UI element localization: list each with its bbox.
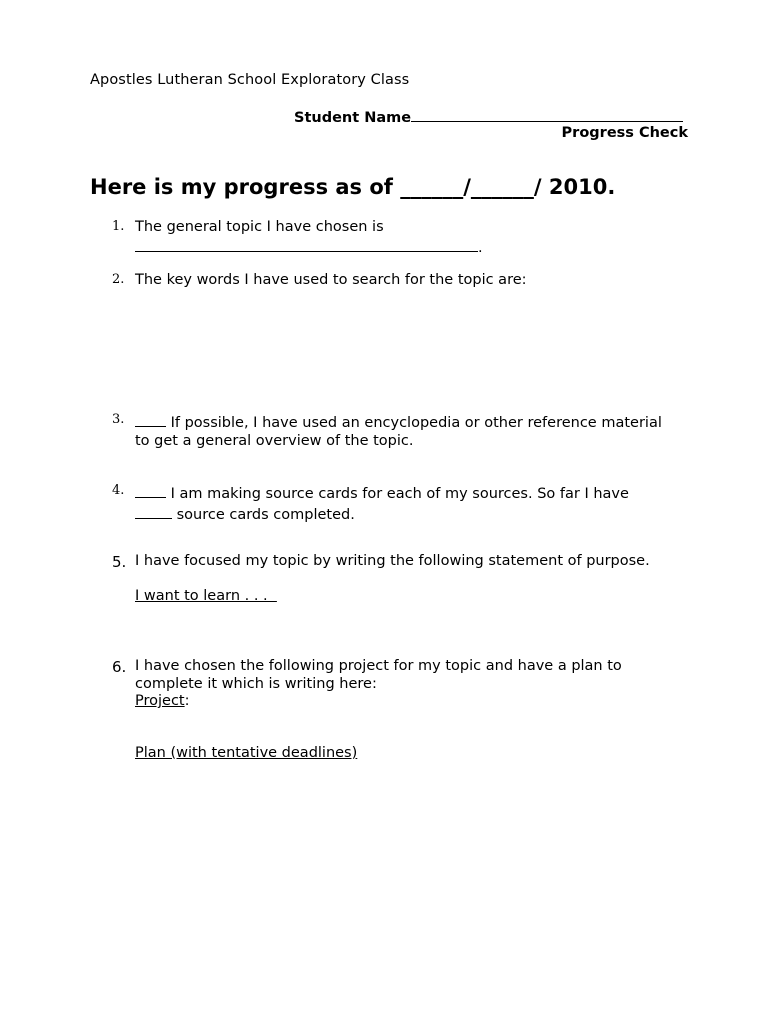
- item-text: The key words I have used to search for the topic are:: [135, 272, 527, 288]
- topic-blank: [135, 237, 478, 252]
- plan-label: Plan (with tentative deadlines): [135, 745, 358, 761]
- student-name-row: [294, 107, 688, 126]
- item-text: [135, 483, 695, 524]
- student-name-label: Student Name: [294, 110, 412, 126]
- project-colon: :: [184, 693, 190, 709]
- item-4-line2: source cards completed.: [172, 506, 355, 523]
- item-text: I have focused my topic by writing the following statement of purpose.: [135, 553, 650, 569]
- checkbox-blank: [135, 412, 166, 427]
- item-text: I have chosen the following project for my topic and have a plan to complete it which is writing here:: [135, 658, 622, 692]
- item-4-line1: I am making source cards for each of my sources. So far I have: [166, 486, 629, 502]
- item-number: 6.: [112, 658, 127, 676]
- item-text: [135, 412, 695, 450]
- item-3-line2: to get a general overview of the topic.: [135, 432, 414, 449]
- item-number: 1.: [112, 219, 125, 234]
- progress-heading: Here is my progress as of ______/______/ 2010.: [90, 175, 616, 199]
- project-label: Project: [135, 693, 185, 709]
- item-number: 4.: [112, 483, 125, 498]
- checkbox-blank: [135, 483, 166, 498]
- item-number: 2.: [112, 272, 125, 287]
- progress-check-label: Progress Check: [561, 125, 688, 141]
- item-3-line1: If possible, I have used an encyclopedia or other reference material: [166, 415, 662, 431]
- school-class-title: Apostles Lutheran School Exploratory Class: [90, 72, 410, 88]
- item-number: 3.: [112, 412, 125, 427]
- item-number: 5.: [112, 553, 127, 571]
- item-1-line1: The general topic I have chosen is: [135, 219, 384, 235]
- project-row: [135, 693, 695, 711]
- item-text: [135, 219, 695, 257]
- purpose-statement-prompt: I want to learn . . .: [135, 588, 277, 604]
- student-name-blank: [411, 107, 683, 122]
- item-1-period: .: [478, 239, 483, 256]
- count-blank: [135, 504, 172, 519]
